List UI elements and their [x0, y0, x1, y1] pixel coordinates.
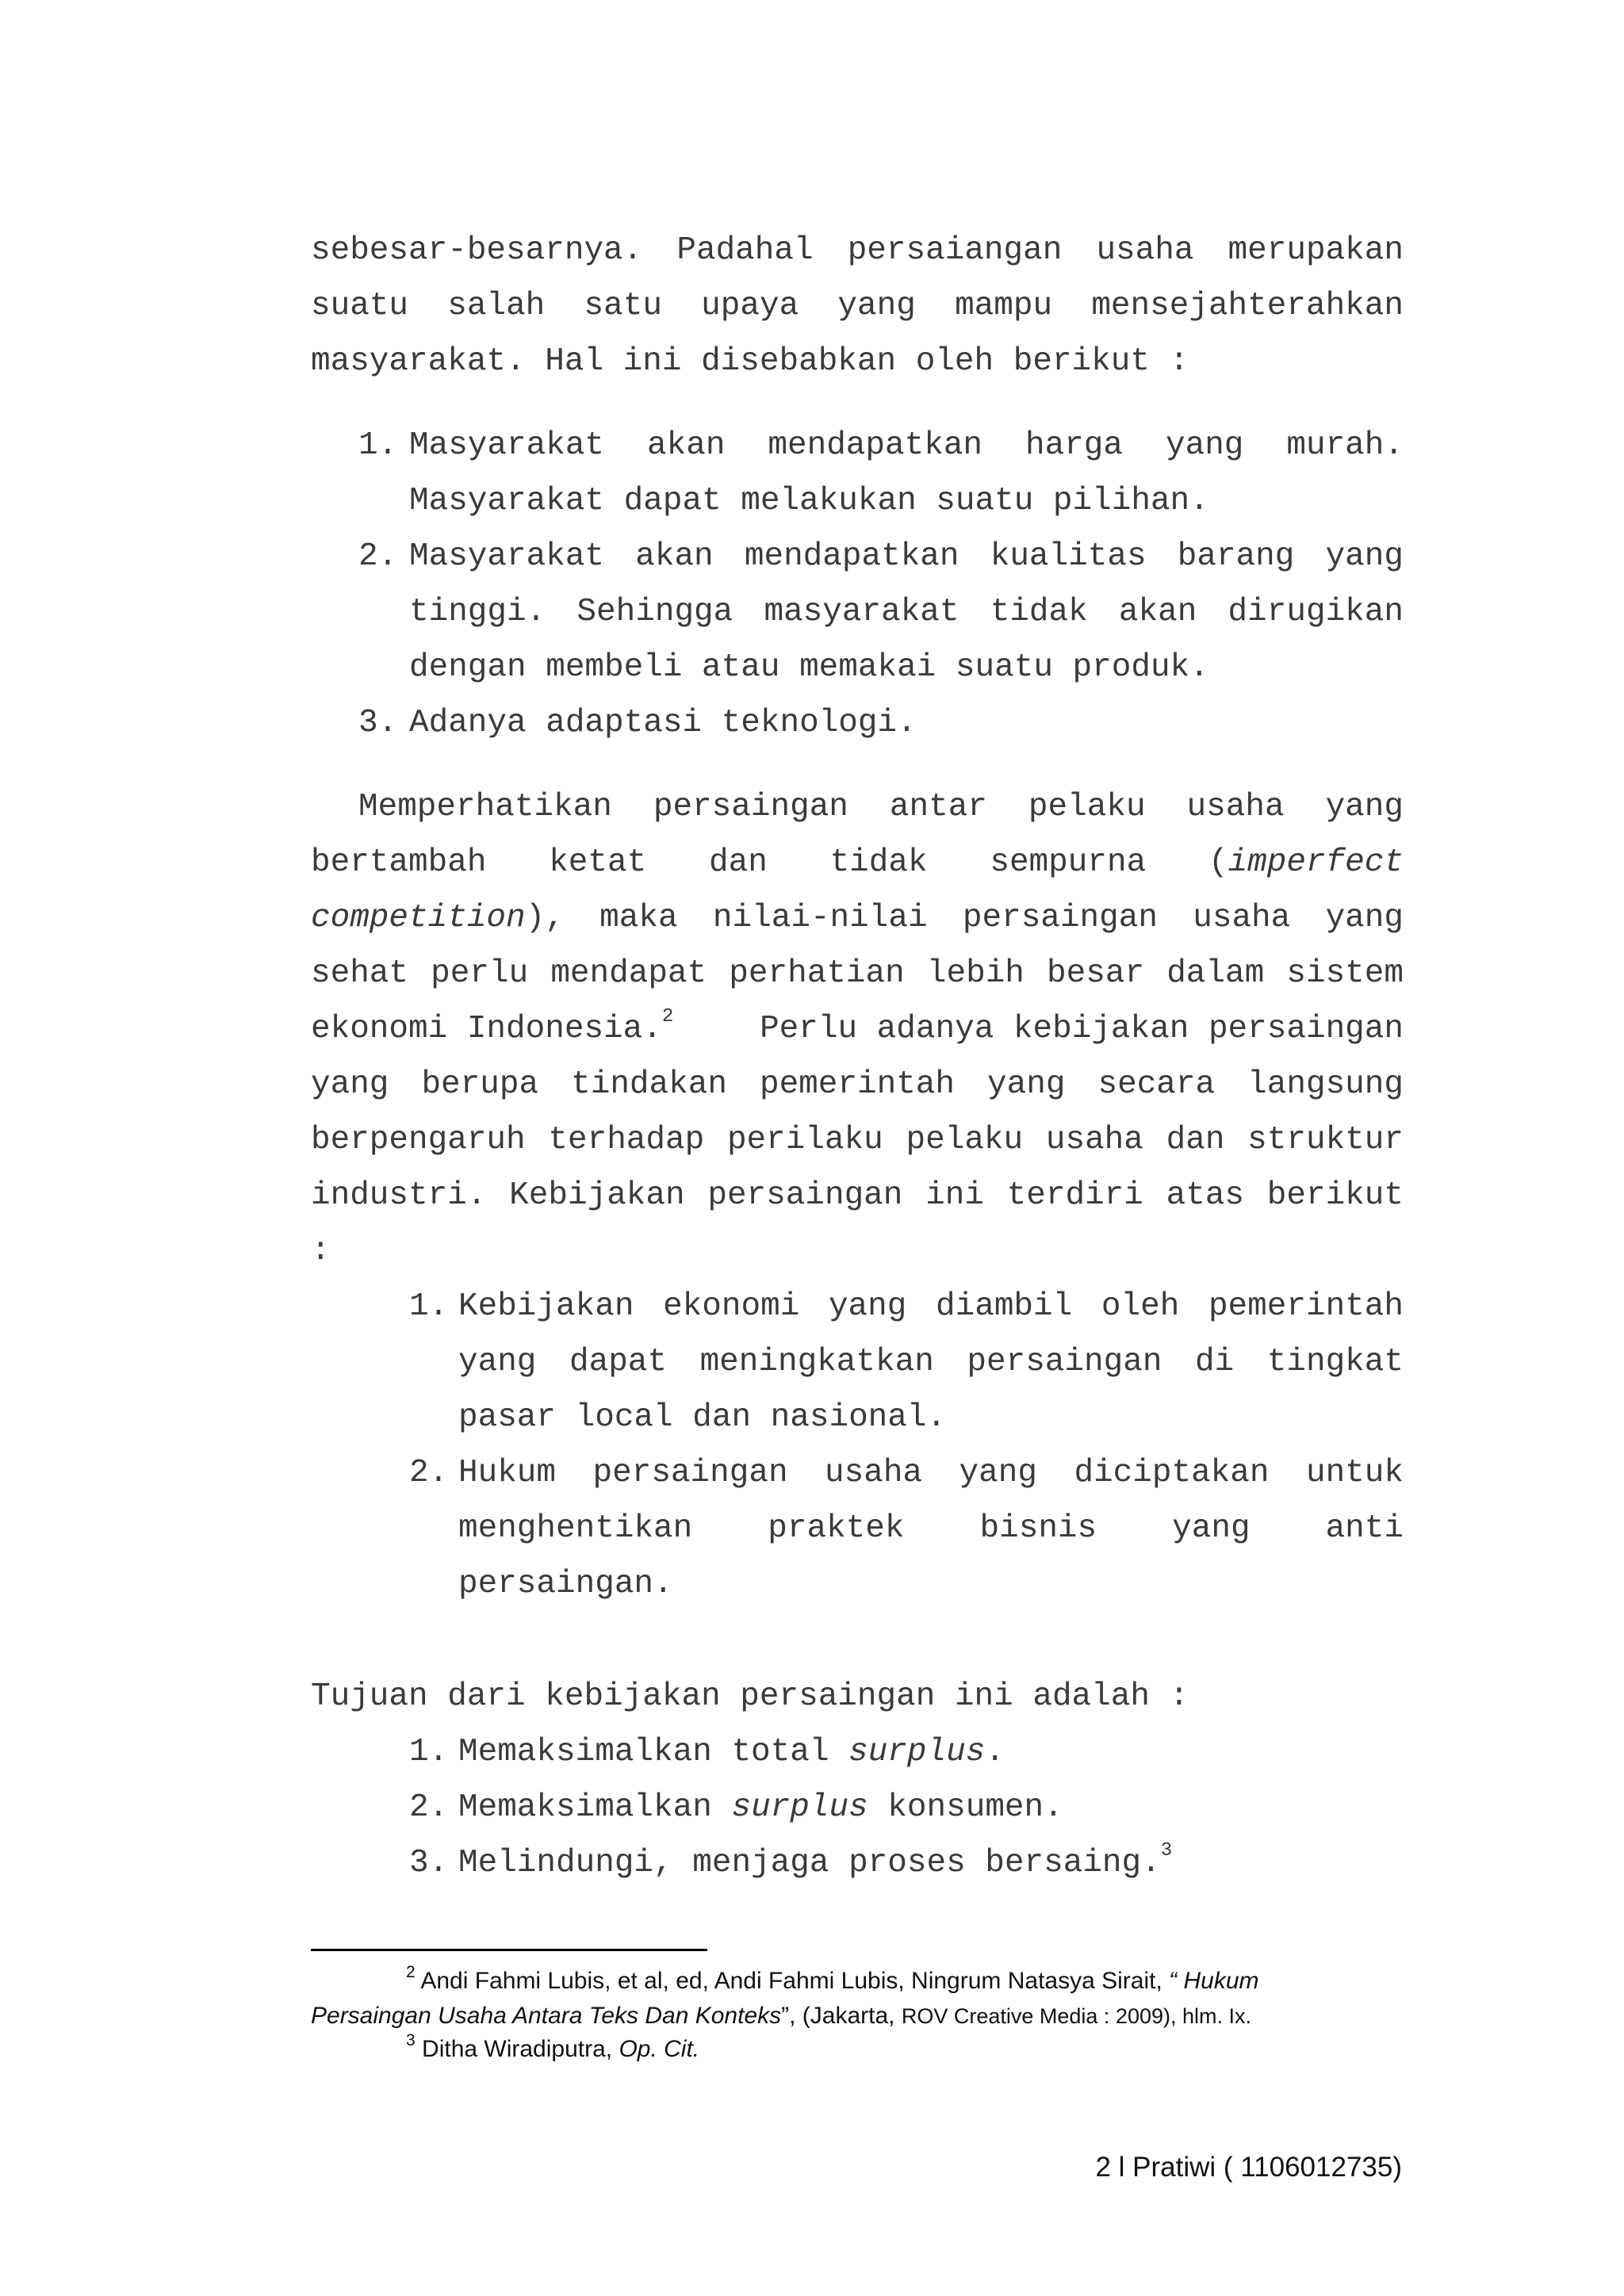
p2-line2-text: bertambah ketat dan tidak sempurna (	[311, 844, 1228, 881]
list2-item1-line3: pasar local dan nasional.	[458, 1399, 947, 1436]
p2-line1: Memperhatikan persaingan antar pelaku usaha yang	[358, 789, 1404, 825]
list1-item1-number: 1.	[358, 427, 398, 464]
list2-item2-line2: menghentikan praktek bisnis yang anti	[458, 1510, 1404, 1547]
list1-item1-line1: Masyarakat akan mendapatkan harga yang murah.	[409, 427, 1404, 464]
footnote-2-text: Andi Fahmi Lubis, et al, ed, Andi Fahmi Lubis, Ningrum Natasya Sirait,	[415, 1968, 1170, 1994]
list2-item1-number: 1.	[409, 1288, 449, 1325]
list1-item2-line3: dengan membeli atau memakai suatu produk.	[409, 649, 1209, 686]
p2-line2-italic: imperfect	[1228, 844, 1404, 881]
list1-item2-line1: Masyarakat akan mendapatkan kualitas barang yang	[409, 538, 1404, 575]
list1-item3-line1: Adanya adaptasi teknologi.	[409, 705, 917, 741]
list2-item2-line1: Hukum persaingan usaha yang diciptakan untuk	[458, 1455, 1404, 1491]
p2-line5-right: Perlu adanya kebijakan persaingan	[760, 1011, 1404, 1047]
footnote-2-line1	[406, 1963, 1259, 1994]
footnote-3-text: Ditha Wiradiputra,	[415, 2036, 619, 2062]
footnote-2-italic-open: “ Hukum	[1169, 1968, 1259, 1994]
p2-line9: :	[311, 1233, 331, 1269]
list3-item2	[458, 1789, 1063, 1826]
footnote-ref-2[interactable]: 2	[661, 1006, 674, 1027]
list3-item3-text: Melindungi, menjaga proses bersaing.	[458, 1845, 1161, 1881]
footnote-2-publisher-open: ”, (Jakarta,	[781, 2003, 902, 2029]
list1-item1-line2: Masyarakat dapat melakukan suatu pilihan.	[409, 483, 1209, 519]
p1-line2: suatu salah satu upaya yang mampu mensejahterahkan	[311, 288, 1404, 324]
list2-item2-line3: persaingan.	[458, 1566, 673, 1602]
footnote-2-publisher: ROV Creative Media : 2009), hlm. Ix.	[901, 2004, 1252, 2028]
list3-item2-number: 2.	[409, 1789, 449, 1826]
list2-item1-line1: Kebijakan ekonomi yang diambil oleh pemerintah	[458, 1288, 1404, 1325]
list3-item1-italic: surplus	[848, 1734, 986, 1770]
list3-item2-text: Memaksimalkan	[458, 1789, 732, 1826]
list3-item1-end: .	[985, 1734, 1005, 1770]
footnote-2-line2	[311, 2004, 1251, 2028]
p1-line1: sebesar-besarnya. Padahal persaiangan usaha merupakan	[311, 232, 1404, 269]
list3-item1-number: 1.	[409, 1734, 449, 1770]
footnote-3-italic: Op. Cit.	[619, 2036, 700, 2062]
list3-item3-number: 3.	[409, 1845, 449, 1881]
p2-line3	[311, 902, 1404, 935]
footnote-separator	[311, 1949, 707, 1951]
p3-line1: Tujuan dari kebijakan persaingan ini adalah :	[311, 1678, 1189, 1715]
list2-item1-line2: yang dapat meningkatkan persaingan di tingkat	[458, 1344, 1404, 1380]
footnote-ref-3[interactable]: 3	[1160, 1840, 1173, 1862]
list3-item1-text: Memaksimalkan total	[458, 1734, 849, 1770]
list1-item3-number: 3.	[358, 705, 398, 741]
footnote-3	[406, 2031, 700, 2062]
list3-item2-end: konsumen.	[868, 1789, 1063, 1826]
p2-line2	[311, 844, 1404, 881]
footnote-2-mark: 2	[406, 1963, 416, 1981]
list3-item3	[458, 1840, 1173, 1881]
footnote-2-title: Persaingan Usaha Antara Teks Dan Konteks	[311, 2003, 782, 2029]
list2-item2-number: 2.	[409, 1455, 449, 1491]
list3-item1	[458, 1736, 1005, 1769]
p2-line7: berpengaruh terhadap perilaku pelaku usaha dan struktur	[311, 1122, 1404, 1158]
p2-line3-text: ), maka nilai-nilai persaingan usaha yang	[525, 900, 1404, 936]
p2-line4: sehat perlu mendapat perhatian lebih besar dalam sistem	[311, 955, 1404, 992]
p2-line5-left	[311, 1006, 674, 1047]
p2-line6: yang berupa tindakan pemerintah yang secara langsung	[311, 1066, 1404, 1103]
footnote-3-mark: 3	[406, 2031, 416, 2049]
p2-line3-italic: competition	[311, 900, 526, 936]
page-footer: 2 l Pratiwi ( 1106012735)	[1095, 2152, 1402, 2183]
list1-item2-number: 2.	[358, 538, 398, 575]
list1-item2-line2: tinggi. Sehingga masyarakat tidak akan dirugikan	[409, 594, 1404, 630]
p2-line5-text: ekonomi Indonesia.	[311, 1011, 662, 1047]
p1-line3: masyarakat. Hal ini disebabkan oleh berikut :	[311, 343, 1189, 380]
list3-item2-italic: surplus	[731, 1789, 868, 1826]
p2-line8: industri. Kebijakan persaingan ini terdiri atas berikut	[311, 1177, 1404, 1214]
